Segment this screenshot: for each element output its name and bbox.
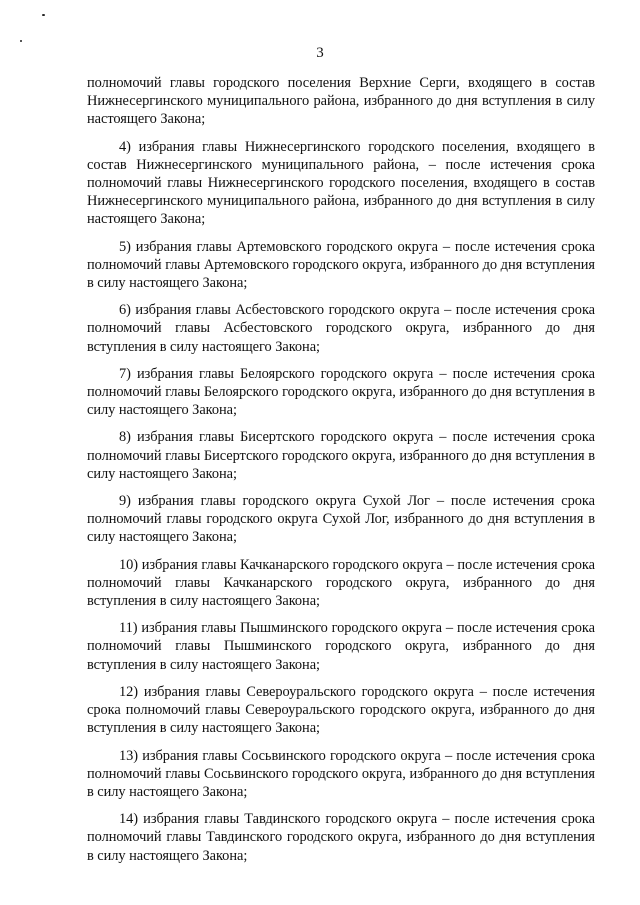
paragraph-item-10: 10) избрания главы Качканарского городского округа – после истечения срока полномочий главы Качканарского городского округа, избранного до дня вступления в силу настоящего Закона; [87, 556, 595, 610]
paragraph-item-14: 14) избрания главы Тавдинского городского округа – после истечения срока полномочий главы Тавдинского городского округа, избранного до дня вступления в силу настоящего Закона; [87, 811, 595, 864]
page-number: 3 [316, 45, 324, 61]
paragraph-item-5: 5) избрания главы Артемовского городского округа – после истечения срока полномочий главы Артемовского городского округа, избранного до дня вступления в силу настоящего Закона; [87, 238, 595, 292]
paragraph-item-7: 7) избрания главы Белоярского городского округа – после истечения срока полномочий главы Белоярского городского округа, избранного до дня вступления в силу настоящего Закона; [87, 365, 595, 419]
paragraph-continuation: полномочий главы городского поселения Верхние Серги, входящего в состав Нижнесергинского муниципального района, избранного до дня вступления в силу настоящего Закона; [87, 75, 595, 128]
paragraph-item-4: 4) избрания главы Нижнесергинского городского поселения, входящего в состав Нижнесергинского муниципального района, – после истечения срока полномочий главы Нижнесергинского городского поселения, входящего в состав Нижнесергинского муниципального района, избранного до дня вступления в силу настоящего Закона; [87, 138, 595, 228]
paragraph-item-13: 13) избрания главы Сосьвинского городского округа – после истечения срока полномочий главы Сосьвинского городского округа, избранного до дня вступления в силу настоящего Закона; [87, 747, 595, 800]
document-body [87, 74, 595, 874]
scan-speck [42, 14, 45, 16]
paragraph-item-8: 8) избрания главы Бисертского городского округа – после истечения срока полномочий главы Бисертского городского округа, избранного до дня вступления в силу настоящего Закона; [87, 429, 595, 482]
paragraph-item-11: 11) избрания главы Пышминского городского округа – после истечения срока полномочий главы Пышминского городского округа, избранного до дня вступления в силу настоящего Закона; [87, 620, 595, 673]
paragraph-item-9: 9) избрания главы городского округа Сухой Лог – после истечения срока полномочий главы городского округа Сухой Лог, избранного до дня вступления в силу настоящего Закона; [87, 493, 595, 546]
scan-speck [20, 40, 22, 42]
paragraph-item-12: 12) избрания главы Североуральского городского округа – после истечения срока полномочий главы Североуральского городского округа, избранного до дня вступления в силу настоящего Закона; [87, 683, 595, 737]
paragraph-item-6: 6) избрания главы Асбестовского городского округа – после истечения срока полномочий главы Асбестовского городского округа, избранного до дня вступления в силу настоящего Закона; [87, 302, 595, 355]
